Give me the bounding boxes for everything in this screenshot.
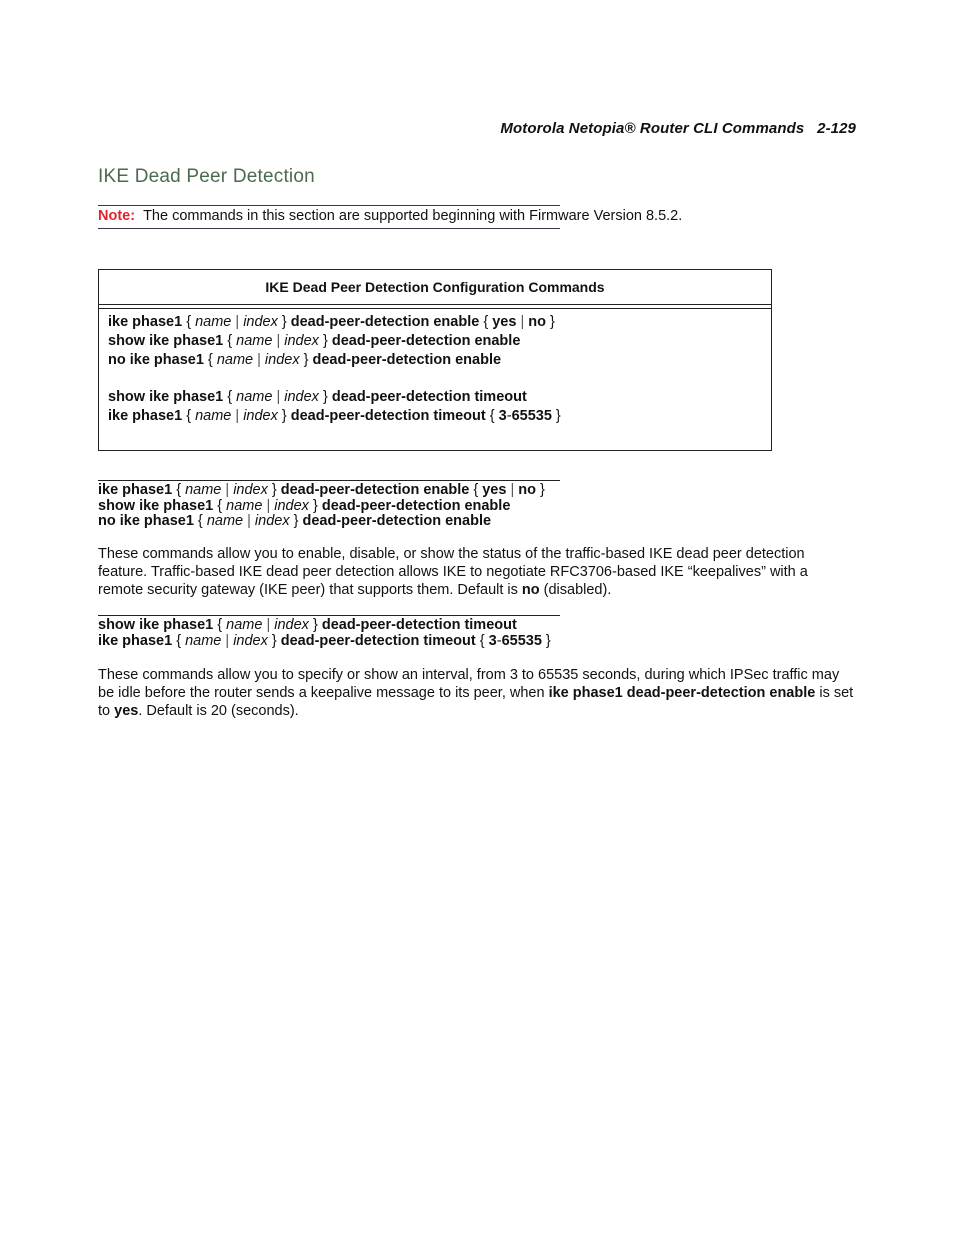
note-label: Note: [98,208,136,224]
command-syntax-block-timeout [98,615,560,649]
syntax-line: show ike phase1 { name | index } dead-peer-detection enable [98,497,511,514]
table-command-line: no ike phase1 { name | index } dead-peer-detection enable [108,352,502,368]
section-title: IKE Dead Peer Detection [98,166,315,187]
note-text: The commands in this section are supported beginning with Firmware Version 8.5.2. [143,208,683,224]
table-command-line: ike phase1 { name | index } dead-peer-detection enable { yes | no } [108,314,555,330]
syntax-line: show ike phase1 { name | index } dead-peer-detection timeout [98,617,517,633]
running-header: Motorola Netopia® Router CLI Commands 2-129 [500,120,856,137]
description-enable: These commands allow you to enable, disable, or show the status of the traffic-based IKE dead peer detection feature. Traffic-based IKE dead peer detection allows IKE to negotiate RFC3706-based IKE “keepalives” with a remote security gateway (IKE peer) that supports them. Default is no (disabled). [98,546,808,598]
table-command-line: show ike phase1 { name | index } dead-peer-detection enable [108,333,521,349]
syntax-line: ike phase1 { name | index } dead-peer-detection enable { yes | no } [98,482,545,498]
note-box [98,205,683,229]
syntax-line: no ike phase1 { name | index } dead-peer-detection enable [98,513,492,529]
description-timeout: These commands allow you to specify or show an interval, from 3 to 65535 seconds, during which IPSec traffic may be idle before the router sends a keepalive message to its peer, when ike phase1 dead-peer-detection enable is set to yes. Default is 20 (seconds). [98,667,854,719]
table-body [99,309,771,430]
table-title: IKE Dead Peer Detection Configuration Commands [99,270,771,305]
table-spacer [108,370,762,388]
syntax-line: ike phase1 { name | index } dead-peer-detection timeout { 3-65535 } [98,632,551,649]
command-table [98,269,772,451]
table-command-line: show ike phase1 { name | index } dead-peer-detection timeout [108,389,527,405]
table-command-line: ike phase1 { name | index } dead-peer-detection timeout { 3-65535 } [108,408,561,424]
command-syntax-block-enable [98,480,560,530]
